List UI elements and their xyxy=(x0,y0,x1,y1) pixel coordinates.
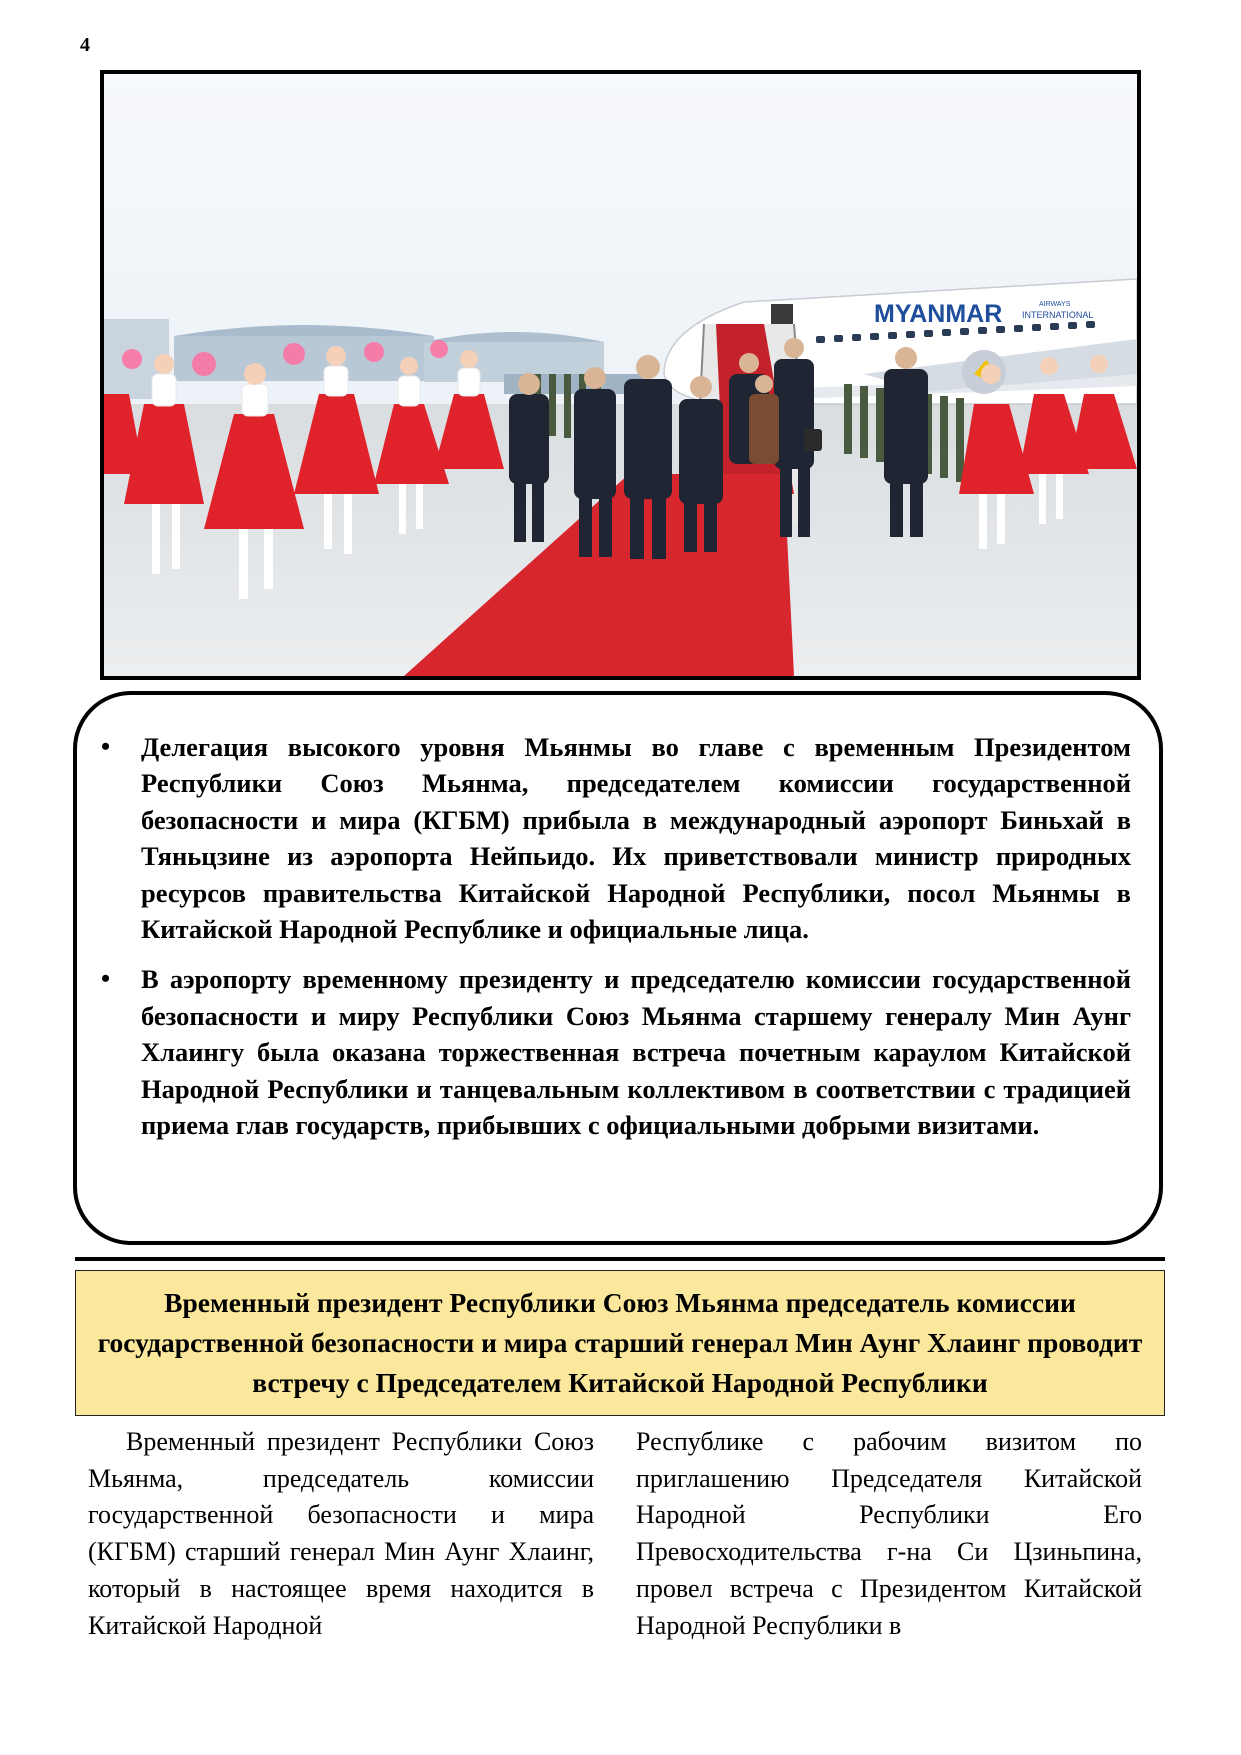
arrival-scene xyxy=(104,74,1137,676)
article-body xyxy=(88,1424,1142,1644)
article-column-left: Временный президент Республики Союз Мьянма, председатель комиссии государственной безопасности и мира (КГБМ) старший генерал Мин Аунг Хлаинг, который в настоящее время находится в Китайской Народной xyxy=(88,1427,594,1640)
summary-list xyxy=(141,729,1131,1157)
airline-sub-bottom: INTERNATIONAL xyxy=(1022,310,1094,320)
summary-bullet-1: • Делегация высокого уровня Мьянмы во главе с временным Президентом Республики Союз Мьянма, председателем комиссии государственной безопасности и мира (КГБМ) прибыла в международный аэропорт Биньхай в Тяньцзине из аэропорта Нейпьидо. Их приветствовали министр природных ресурсов правительства Китайской Народной Республики, посол Мьянмы в Китайской Народной Республике и официальные лица. xyxy=(141,729,1131,947)
summary-box xyxy=(73,691,1163,1245)
section-divider xyxy=(75,1257,1165,1261)
airline-sub-top: AIRWAYS xyxy=(1039,301,1071,308)
airline-name: MYANMAR xyxy=(874,300,1003,328)
article-headline: Временный президент Республики Союз Мьянма председатель комиссии государственной безопасности и мира старший генерал Мин Аунг Хлаинг проводит встречу с Председателем Китайской Народной Республики xyxy=(97,1287,1143,1398)
article-column-right: Республике с рабочим визитом по приглашению Председателя Китайской Народной Республики Его Превосходительства г-на Си Цзиньпина, провел встреча с Президентом Китайской Народной Республики в xyxy=(636,1427,1142,1640)
page-number: 4 xyxy=(80,34,90,56)
arrival-photo xyxy=(100,70,1141,680)
headline-banner xyxy=(75,1270,1165,1416)
summary-bullet-2: • В аэропорту временному президенту и председателю комиссии государственной безопасности и миру Республики Союз Мьянма старшему генералу Мин Аунг Хлаингу была оказана торжественная встреча почетным караулом Китайской Народной Республики и танцевальным коллективом в соответствии с традицией приема глав государств, прибывших с официальными добрыми визитами. xyxy=(141,961,1131,1143)
